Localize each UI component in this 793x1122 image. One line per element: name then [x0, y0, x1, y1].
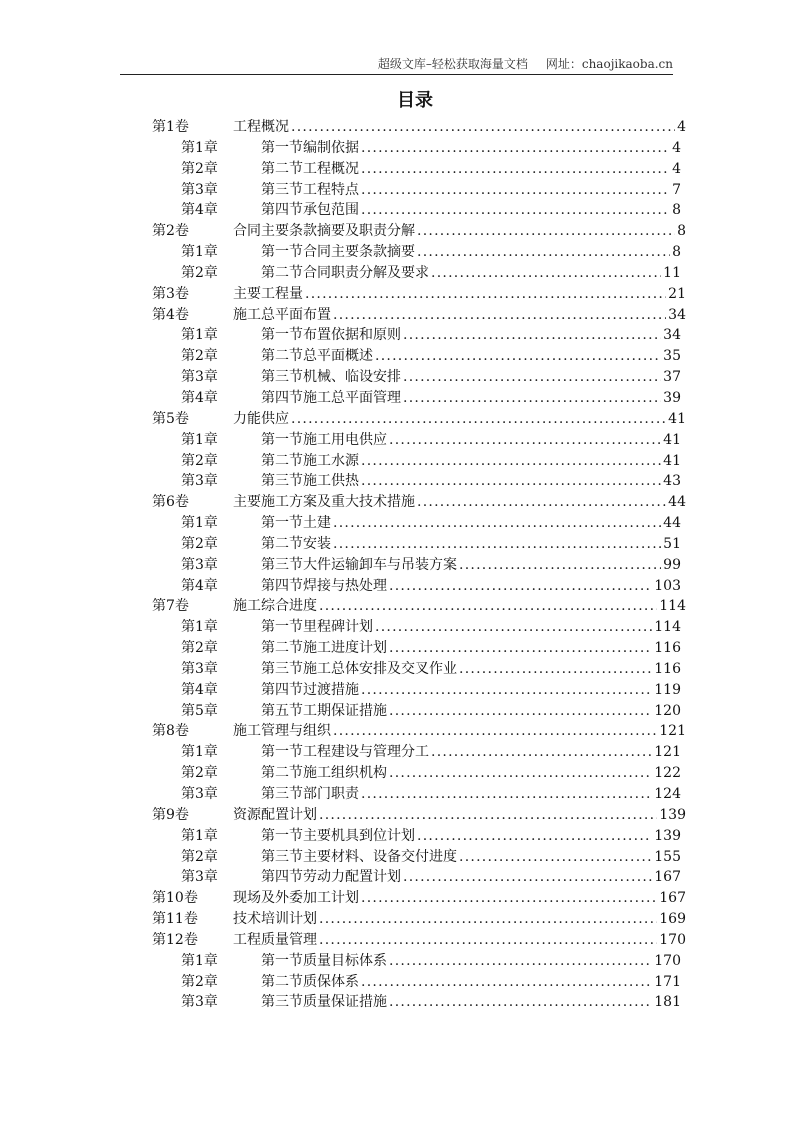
toc-chapter-entry[interactable] [152, 742, 686, 763]
toc-dot-leader [431, 263, 661, 283]
toc-dot-leader [333, 513, 661, 533]
toc-entry-page: 43 [663, 473, 681, 490]
toc-entry-title: 第二节总平面概述 [261, 348, 373, 365]
toc-entry-page: 103 [654, 577, 681, 594]
toc-entry-page: 8 [672, 202, 681, 219]
toc-entry-page: 34 [663, 327, 681, 344]
toc-entry-label: 第2章 [181, 848, 218, 865]
toc-volume-entry[interactable] [152, 596, 686, 617]
toc-entry-title: 第二节合同职责分解及要求 [261, 264, 429, 281]
toc-entry-label: 第1章 [181, 431, 218, 448]
toc-entry-label: 第4章 [181, 577, 218, 594]
toc-entry-label: 第8卷 [152, 723, 189, 740]
toc-entry-page: 121 [654, 744, 681, 761]
toc-dot-leader [305, 284, 666, 304]
toc-chapter-entry[interactable] [152, 180, 686, 201]
toc-chapter-entry[interactable] [152, 451, 686, 472]
toc-entry-title: 第一节主要机具到位计划 [261, 827, 415, 844]
toc-entry-title: 现场及外委加工计划 [233, 890, 359, 907]
toc-entry-title: 施工综合进度 [233, 598, 317, 615]
toc-chapter-entry[interactable] [152, 701, 686, 722]
toc-entry-title: 第二节质保体系 [261, 973, 359, 990]
toc-volume-entry[interactable] [152, 409, 686, 430]
toc-entry-title: 第三节施工总体安排及交叉作业 [261, 660, 457, 677]
table-of-contents [152, 117, 686, 1013]
toc-dot-leader [389, 430, 661, 450]
toc-entry-title: 第一节土建 [261, 515, 331, 532]
toc-entry-page: 8 [677, 223, 686, 240]
toc-entry-label: 第3章 [181, 556, 218, 573]
toc-entry-label: 第7卷 [152, 598, 189, 615]
toc-entry-page: 122 [654, 765, 681, 782]
toc-entry-page: 139 [659, 806, 686, 823]
toc-entry-label: 第2章 [181, 264, 218, 281]
toc-entry-label: 第4卷 [152, 306, 189, 323]
toc-entry-title: 工程质量管理 [233, 931, 317, 948]
toc-entry-page: 39 [663, 389, 681, 406]
toc-entry-title: 第三节机械、临设安排 [261, 369, 401, 386]
toc-dot-leader [361, 138, 670, 158]
toc-volume-entry[interactable] [152, 805, 686, 826]
toc-entry-label: 第1章 [181, 952, 218, 969]
toc-chapter-entry[interactable] [152, 638, 686, 659]
toc-chapter-entry[interactable] [152, 972, 686, 993]
toc-dot-leader [361, 451, 661, 471]
toc-chapter-entry[interactable] [152, 847, 686, 868]
toc-entry-title: 施工管理与组织 [233, 723, 331, 740]
toc-entry-title: 第一节合同主要条款摘要 [261, 244, 415, 261]
toc-dot-leader [319, 596, 657, 616]
toc-volume-entry[interactable] [152, 117, 686, 138]
toc-entry-title: 第三节大件运输卸车与吊装方案 [261, 556, 457, 573]
toc-entry-label: 第2卷 [152, 223, 189, 240]
toc-volume-entry[interactable] [152, 930, 686, 951]
toc-entry-title: 第四节过渡措施 [261, 681, 359, 698]
toc-dot-leader [361, 888, 657, 908]
toc-entry-label: 第11卷 [152, 911, 198, 928]
toc-dot-leader [417, 221, 675, 241]
toc-entry-page: 120 [654, 702, 681, 719]
toc-entry-page: 41 [668, 410, 686, 427]
toc-chapter-entry[interactable] [152, 951, 686, 972]
toc-entry-page: 116 [654, 660, 681, 677]
toc-chapter-entry[interactable] [152, 388, 686, 409]
toc-dot-leader [389, 638, 652, 658]
toc-dot-leader [361, 680, 652, 700]
toc-entry-title: 第二节施工组织机构 [261, 765, 387, 782]
toc-entry-label: 第4章 [181, 202, 218, 219]
toc-chapter-entry[interactable] [152, 159, 686, 180]
toc-entry-title: 第五节工期保证措施 [261, 702, 387, 719]
toc-chapter-entry[interactable] [152, 867, 686, 888]
toc-entry-label: 第3卷 [152, 285, 189, 302]
toc-dot-leader [389, 701, 652, 721]
toc-entry-label: 第4章 [181, 389, 218, 406]
toc-entry-page: 116 [654, 640, 681, 657]
toc-entry-label: 第3章 [181, 786, 218, 802]
toc-entry-title: 第一节质量目标体系 [261, 952, 387, 969]
toc-dot-leader [361, 972, 652, 992]
toc-chapter-entry[interactable] [152, 200, 686, 221]
toc-chapter-entry[interactable] [152, 242, 686, 263]
toc-entry-title: 第四节劳动力配置计划 [261, 869, 401, 886]
toc-entry-label: 第12卷 [152, 931, 198, 948]
toc-volume-entry[interactable] [152, 305, 686, 326]
toc-dot-leader [319, 805, 657, 825]
toc-entry-label: 第1卷 [152, 119, 189, 135]
toc-entry-title: 资源配置计划 [233, 806, 317, 823]
toc-entry-title: 主要工程量 [233, 285, 303, 302]
toc-volume-entry[interactable] [152, 284, 686, 305]
toc-entry-label: 第1章 [181, 619, 218, 636]
toc-entry-label: 第2章 [181, 452, 218, 469]
toc-dot-leader [333, 305, 666, 325]
toc-dot-leader [417, 242, 670, 262]
toc-dot-leader [291, 117, 675, 137]
toc-entry-title: 第四节施工总平面管理 [261, 389, 401, 406]
toc-dot-leader [361, 159, 670, 179]
toc-entry-label: 第4章 [181, 681, 218, 698]
toc-entry-page: 41 [663, 431, 681, 448]
toc-entry-title: 第二节施工水源 [261, 452, 359, 469]
toc-entry-title: 第一节工程建设与管理分工 [261, 744, 429, 761]
toc-entry-page: 167 [654, 869, 681, 886]
toc-volume-entry[interactable] [152, 909, 686, 930]
toc-entry-title: 力能供应 [233, 410, 289, 427]
toc-chapter-entry[interactable] [152, 471, 686, 492]
toc-dot-leader [375, 617, 652, 637]
toc-entry-title: 第四节焊接与热处理 [261, 577, 387, 594]
toc-entry-title: 第四节承包范围 [261, 202, 359, 219]
toc-entry-page: 119 [654, 681, 681, 698]
toc-dot-leader [361, 200, 670, 220]
toc-entry-page: 4 [677, 119, 686, 135]
toc-entry-title: 第二节工程概况 [261, 160, 359, 177]
toc-entry-page: 21 [668, 285, 686, 302]
toc-chapter-entry[interactable] [152, 513, 686, 534]
toc-entry-page: 139 [654, 827, 681, 844]
toc-entry-page: 181 [654, 994, 681, 1011]
toc-entry-label: 第1章 [181, 515, 218, 532]
toc-volume-entry[interactable] [152, 721, 686, 742]
toc-entry-page: 155 [654, 848, 681, 865]
toc-chapter-entry[interactable] [152, 784, 686, 805]
toc-entry-page: 11 [663, 264, 681, 281]
toc-volume-entry[interactable] [152, 221, 686, 242]
toc-dot-leader [389, 951, 652, 971]
toc-entry-label: 第1章 [181, 827, 218, 844]
toc-dot-leader [459, 659, 652, 679]
toc-entry-page: 99 [663, 556, 681, 573]
toc-dot-leader [459, 555, 661, 575]
toc-entry-label: 第3章 [181, 869, 218, 886]
toc-entry-page: 114 [654, 619, 681, 636]
toc-dot-leader [319, 930, 657, 950]
toc-dot-leader [403, 867, 652, 887]
toc-entry-page: 37 [663, 369, 681, 386]
toc-dot-leader [403, 388, 661, 408]
toc-entry-title: 第三节工程特点 [261, 181, 359, 198]
toc-entry-title: 第二节施工进度计划 [261, 640, 387, 657]
toc-chapter-entry[interactable] [152, 555, 686, 576]
toc-entry-page: 44 [668, 494, 686, 511]
toc-entry-page: 170 [654, 952, 681, 969]
toc-entry-label: 第2章 [181, 535, 218, 552]
toc-dot-leader [417, 492, 666, 512]
toc-entry-title: 第一节布置依据和原则 [261, 327, 401, 344]
toc-dot-leader [417, 826, 652, 846]
toc-chapter-entry[interactable] [152, 367, 686, 388]
toc-entry-label: 第3章 [181, 660, 218, 677]
toc-chapter-entry[interactable] [152, 763, 686, 784]
toc-entry-page: 124 [654, 786, 681, 802]
toc-entry-page: 44 [663, 515, 681, 532]
toc-entry-page: 121 [659, 723, 686, 740]
toc-dot-leader [361, 784, 652, 804]
toc-chapter-entry[interactable] [152, 576, 686, 597]
toc-entry-label: 第1章 [181, 139, 218, 156]
toc-entry-label: 第3章 [181, 369, 218, 386]
toc-dot-leader [403, 367, 661, 387]
toc-dot-leader [389, 992, 652, 1012]
toc-entry-page: 7 [672, 181, 681, 198]
toc-chapter-entry[interactable] [152, 138, 686, 159]
toc-entry-page: 4 [672, 160, 681, 177]
toc-entry-title: 工程概况 [233, 119, 289, 135]
toc-dot-leader [361, 471, 661, 491]
toc-entry-page: 170 [659, 931, 686, 948]
toc-entry-title: 第三节施工供热 [261, 473, 359, 490]
toc-entry-page: 34 [668, 306, 686, 323]
toc-chapter-entry[interactable] [152, 263, 686, 284]
header-brand: 超级文库–轻松获取海量文档 [377, 57, 528, 71]
toc-entry-label: 第1章 [181, 744, 218, 761]
toc-entry-title: 主要施工方案及重大技术措施 [233, 494, 415, 511]
toc-entry-page: 41 [663, 452, 681, 469]
toc-volume-entry[interactable] [152, 492, 686, 513]
toc-chapter-entry[interactable] [152, 346, 686, 367]
toc-entry-page: 51 [663, 535, 681, 552]
toc-entry-label: 第2章 [181, 160, 218, 177]
toc-entry-page: 169 [659, 911, 686, 928]
toc-dot-leader [291, 409, 666, 429]
toc-dot-leader [459, 847, 652, 867]
toc-dot-leader [431, 742, 652, 762]
toc-dot-leader [333, 721, 657, 741]
toc-chapter-entry[interactable] [152, 659, 686, 680]
toc-entry-label: 第3章 [181, 473, 218, 490]
toc-entry-label: 第3章 [181, 994, 218, 1011]
toc-entry-title: 施工总平面布置 [233, 306, 331, 323]
toc-dot-leader [361, 180, 670, 200]
toc-entry-label: 第5章 [181, 702, 218, 719]
page-title: 目录 [397, 90, 433, 111]
toc-chapter-entry[interactable] [152, 617, 686, 638]
toc-entry-title: 第一节编制依据 [261, 139, 359, 156]
page-header [120, 56, 673, 75]
toc-dot-leader [389, 763, 652, 783]
toc-entry-label: 第3章 [181, 181, 218, 198]
toc-entry-page: 114 [659, 598, 686, 615]
toc-chapter-entry[interactable] [152, 430, 686, 451]
toc-chapter-entry[interactable] [152, 826, 686, 847]
toc-entry-page: 171 [654, 973, 681, 990]
toc-entry-label: 第5卷 [152, 410, 189, 427]
toc-entry-title: 合同主要条款摘要及职责分解 [233, 223, 415, 240]
toc-entry-page: 8 [672, 244, 681, 261]
toc-dot-leader [319, 909, 657, 929]
toc-chapter-entry[interactable] [152, 534, 686, 555]
toc-entry-title: 第二节安装 [261, 535, 331, 552]
toc-chapter-entry[interactable] [152, 992, 686, 1013]
toc-dot-leader [375, 346, 661, 366]
toc-entry-page: 35 [663, 348, 681, 365]
toc-entry-label: 第9卷 [152, 806, 189, 823]
toc-entry-label: 第6卷 [152, 494, 189, 511]
toc-dot-leader [389, 576, 652, 596]
toc-entry-page: 167 [659, 890, 686, 907]
toc-entry-label: 第10卷 [152, 890, 198, 907]
toc-entry-title: 第三节部门职责 [261, 786, 359, 802]
toc-entry-label: 第2章 [181, 640, 218, 657]
toc-dot-leader [333, 534, 661, 554]
toc-entry-label: 第2章 [181, 973, 218, 990]
toc-entry-label: 第2章 [181, 765, 218, 782]
toc-chapter-entry[interactable] [152, 680, 686, 701]
toc-entry-title: 第三节主要材料、设备交付进度 [261, 848, 457, 865]
toc-entry-title: 第三节质量保证措施 [261, 994, 387, 1011]
toc-entry-title: 第一节里程碑计划 [261, 619, 373, 636]
toc-entry-title: 技术培训计划 [233, 911, 317, 928]
toc-entry-label: 第2章 [181, 348, 218, 365]
toc-entry-label: 第1章 [181, 244, 218, 261]
header-site: 网址：chaojikaoba.cn [545, 57, 673, 71]
toc-chapter-entry[interactable] [152, 325, 686, 346]
toc-dot-leader [403, 325, 661, 345]
toc-entry-page: 4 [672, 139, 681, 156]
toc-entry-label: 第1章 [181, 327, 218, 344]
toc-entry-title: 第一节施工用电供应 [261, 431, 387, 448]
toc-volume-entry[interactable] [152, 888, 686, 909]
